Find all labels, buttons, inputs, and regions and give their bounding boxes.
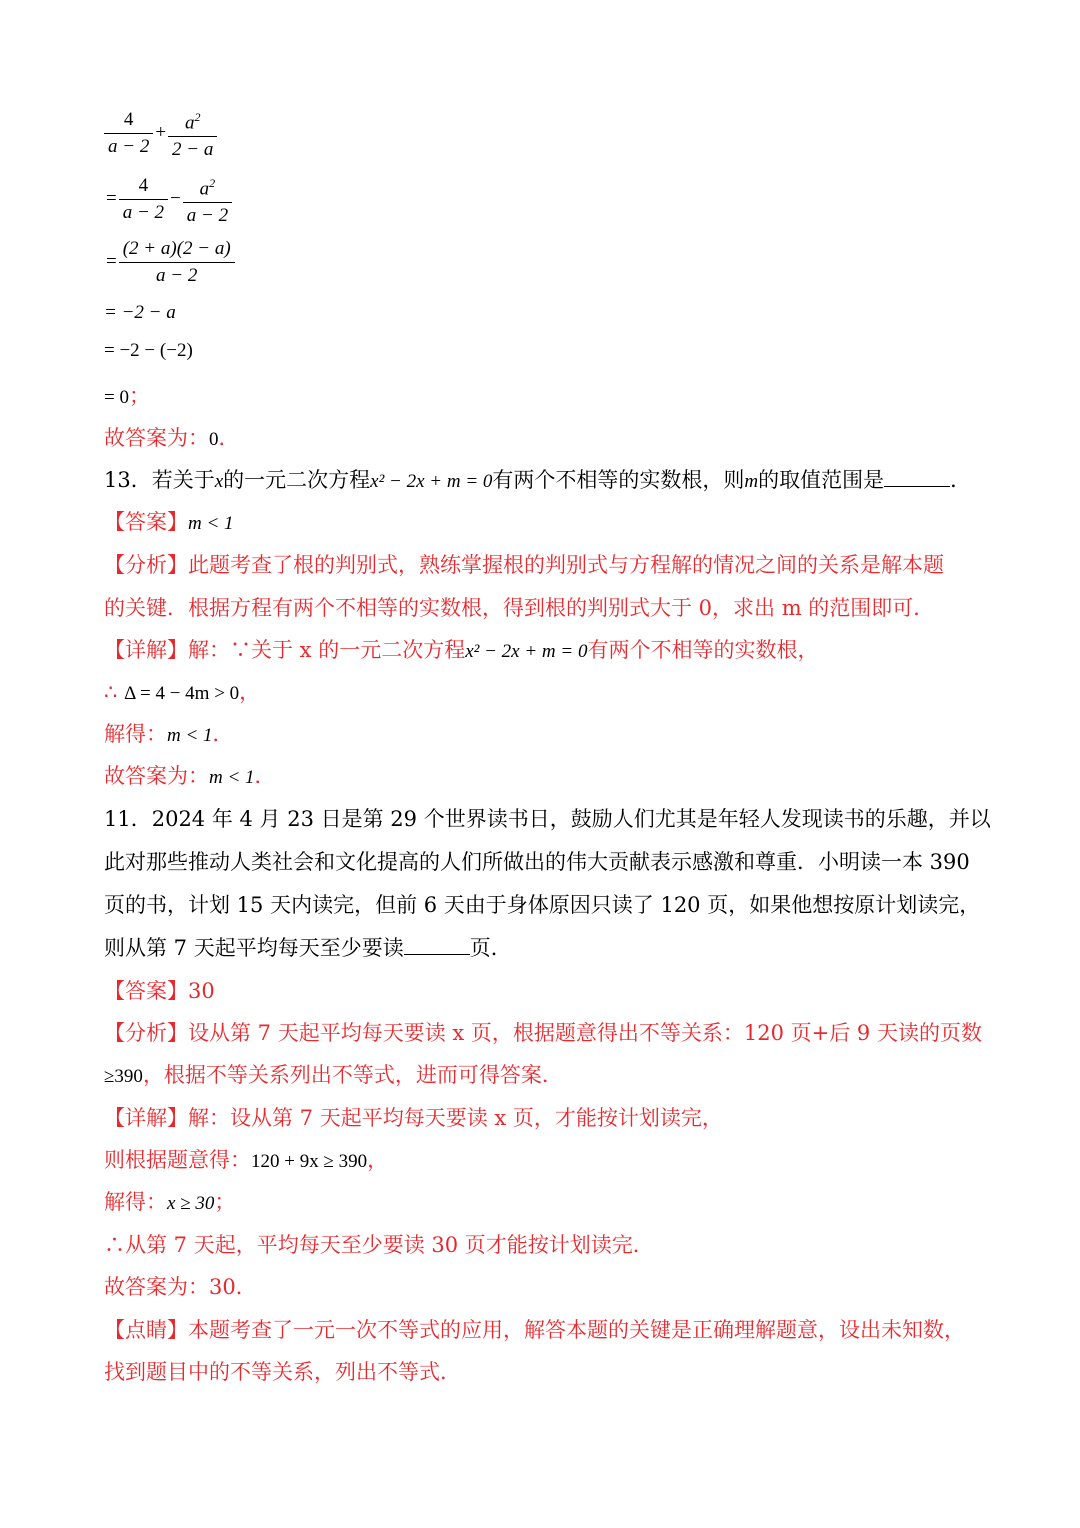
derivation-step-2: = $\frac{(2 + a)(2 - a)}{a - 2}$: [104, 236, 235, 289]
question-11-line-1: 11．2024 年 4 月 23 日是第 29 个世界读书日，鼓励人们尤其是年轻人发现读书的乐趣，并以: [104, 807, 991, 831]
q11-detail: 【详解】解：设从第 7 天起平均每天要读 x 页，才能按计划读完，: [104, 1106, 723, 1130]
fraction: $\frac{a^2}{2 - a}$: [168, 104, 217, 163]
derivation-step-1: = $\frac{4}{a - 2}$ − $\frac{a^2}{a - 2}$: [104, 170, 232, 229]
question-13: 13．若关于x的一元二次方程x² − 2x + m = 0有两个不相等的实数根，则m的取值范围是 ．: [104, 468, 972, 492]
q13-final: 故答案为：m < 1．: [104, 764, 276, 788]
q13-answer: 【答案】m < 1: [104, 510, 234, 534]
fraction: $\frac{4}{a - 2}$: [104, 107, 153, 160]
q11-solve: 解得：x ≥ 30；: [104, 1190, 236, 1214]
q13-analysis-cont: 的关键．根据方程有两个不相等的实数根，得到根的判别式大于 0，求出 m 的范围即可．: [104, 596, 935, 620]
q13-detail: 【详解】解：∵关于 x 的一元二次方程x² − 2x + m = 0有两个不相等的实数根，: [104, 638, 819, 662]
q13-analysis: 【分析】此题考查了根的判别式，熟练掌握根的判别式与方程解的情况之间的关系是解本题: [104, 553, 944, 577]
q11-answer: 【答案】30: [104, 979, 215, 1003]
derivation-step-5: = 0；: [104, 384, 150, 408]
q11-detail-equation: 则根据题意得：120 + 9x ≥ 390，: [104, 1148, 389, 1172]
question-11-line-2: 此对那些推动人类社会和文化提高的人们所做出的伟大贡献表示感激和尊重．小明读一本 390: [104, 850, 970, 874]
q11-comment: 【点睛】本题考查了一元一次不等式的应用，解答本题的关键是正确理解题意，设出未知数，: [104, 1318, 965, 1342]
derivation-step-4: = −2 − (−2): [104, 340, 193, 361]
derivation-step-3: = −2 − a: [104, 302, 176, 323]
q11-final: 故答案为：30．: [104, 1275, 257, 1299]
q13-solve: 解得：m < 1．: [104, 722, 234, 746]
q13-delta: ∴ Δ = 4 − 4m > 0，: [104, 680, 261, 704]
q11-analysis: 【分析】设从第 7 天起平均每天要读 x 页，根据题意得出不等关系：120 页+后 9 天读的页数: [104, 1021, 982, 1045]
derivation-expression: $\frac{4}{a - 2}$ + $\frac{a^2}{2 - a}$: [104, 104, 217, 163]
q11-conclusion: ∴从第 7 天起，平均每天至少要读 30 页才能按计划读完．: [104, 1233, 654, 1257]
q11-comment-cont: 找到题目中的不等关系，列出不等式．: [104, 1360, 461, 1384]
question-11-line-4: 则从第 7 天起平均每天至少要读 页．: [104, 936, 512, 960]
question-11-line-3: 页的书，计划 15 天内读完，但前 6 天由于身体原因只读了 120 页，如果他想按原计划读完，: [104, 893, 981, 917]
derivation-answer: 故答案为：0．: [104, 426, 240, 450]
q11-analysis-cont: ≥390，根据不等关系列出不等式，进而可得答案．: [104, 1063, 563, 1087]
